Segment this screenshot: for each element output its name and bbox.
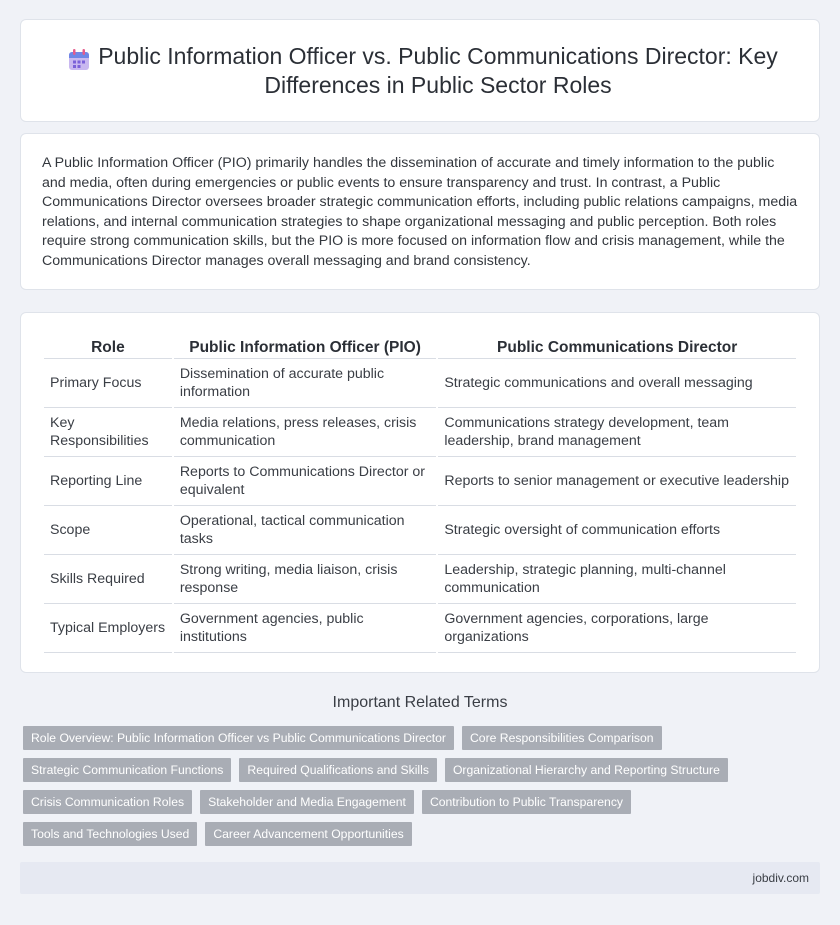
row-label: Reporting Line: [44, 457, 172, 506]
intro-card: [20, 133, 820, 290]
column-header-pio: Public Information Officer (PIO): [174, 335, 437, 359]
footer-site-link[interactable]: jobdiv.com: [752, 871, 809, 885]
row-label: Scope: [44, 506, 172, 555]
table-header-row: [44, 335, 796, 359]
related-term-tag[interactable]: Required Qualifications and Skills: [239, 758, 437, 782]
column-header-director: Public Communications Director: [438, 335, 796, 359]
column-header-role: Role: [44, 335, 172, 359]
page-title: Public Information Officer vs. Public Communications Director: Key Differences in Public Sector Roles: [98, 43, 778, 98]
table-row: [44, 457, 796, 506]
table-row: [44, 604, 796, 653]
table-row: [44, 506, 796, 555]
related-terms-list: [23, 726, 813, 846]
pio-cell: Reports to Communications Director or equivalent: [174, 457, 437, 506]
related-term-tag[interactable]: Contribution to Public Transparency: [422, 790, 631, 814]
table-row: [44, 408, 796, 457]
director-cell: Strategic communications and overall messaging: [438, 359, 796, 408]
director-cell: Strategic oversight of communication efforts: [438, 506, 796, 555]
related-term-tag[interactable]: Tools and Technologies Used: [23, 822, 197, 846]
related-term-tag[interactable]: Crisis Communication Roles: [23, 790, 192, 814]
row-label: Skills Required: [44, 555, 172, 604]
director-cell: Communications strategy development, team leadership, brand management: [438, 408, 796, 457]
title-card: [20, 19, 820, 122]
row-label: Key Responsibilities: [44, 408, 172, 457]
director-cell: Leadership, strategic planning, multi-channel communication: [438, 555, 796, 604]
table-row: [44, 359, 796, 408]
table-row: [44, 555, 796, 604]
pio-cell: Strong writing, media liaison, crisis response: [174, 555, 437, 604]
related-term-tag[interactable]: Organizational Hierarchy and Reporting Structure: [445, 758, 728, 782]
related-term-tag[interactable]: Strategic Communication Functions: [23, 758, 231, 782]
related-term-tag[interactable]: Role Overview: Public Information Officer vs Public Communications Director: [23, 726, 454, 750]
related-terms-heading: Important Related Terms: [332, 694, 508, 711]
comparison-table: [42, 335, 798, 653]
row-label: Primary Focus: [44, 359, 172, 408]
row-label: Typical Employers: [44, 604, 172, 653]
intro-paragraph: A Public Information Officer (PIO) primarily handles the dissemination of accurate and timely information to the public and media, often during emergencies or public events to ensure transparency and trust. In contrast, a Public Communications Director oversees broader strategic communication efforts, including public relations campaigns, media relations, and internal communication strategies to shape organizational messaging and public perception. Both roles require strong communication skills, but the PIO is more focused on information flow and crisis management, while the Communications Director manages overall messaging and brand consistency.: [42, 155, 798, 269]
footer: [20, 862, 820, 894]
pio-cell: Media relations, press releases, crisis communication: [174, 408, 437, 457]
comparison-table-card: [20, 312, 820, 673]
pio-cell: Dissemination of accurate public information: [174, 359, 437, 408]
related-term-tag[interactable]: Career Advancement Opportunities: [205, 822, 411, 846]
related-term-tag[interactable]: Stakeholder and Media Engagement: [200, 790, 414, 814]
director-cell: Reports to senior management or executive leadership: [438, 457, 796, 506]
director-cell: Government agencies, corporations, large organizations: [438, 604, 796, 653]
related-term-tag[interactable]: Core Responsibilities Comparison: [462, 726, 662, 750]
pio-cell: Operational, tactical communication tasks: [174, 506, 437, 555]
pio-cell: Government agencies, public institutions: [174, 604, 437, 653]
